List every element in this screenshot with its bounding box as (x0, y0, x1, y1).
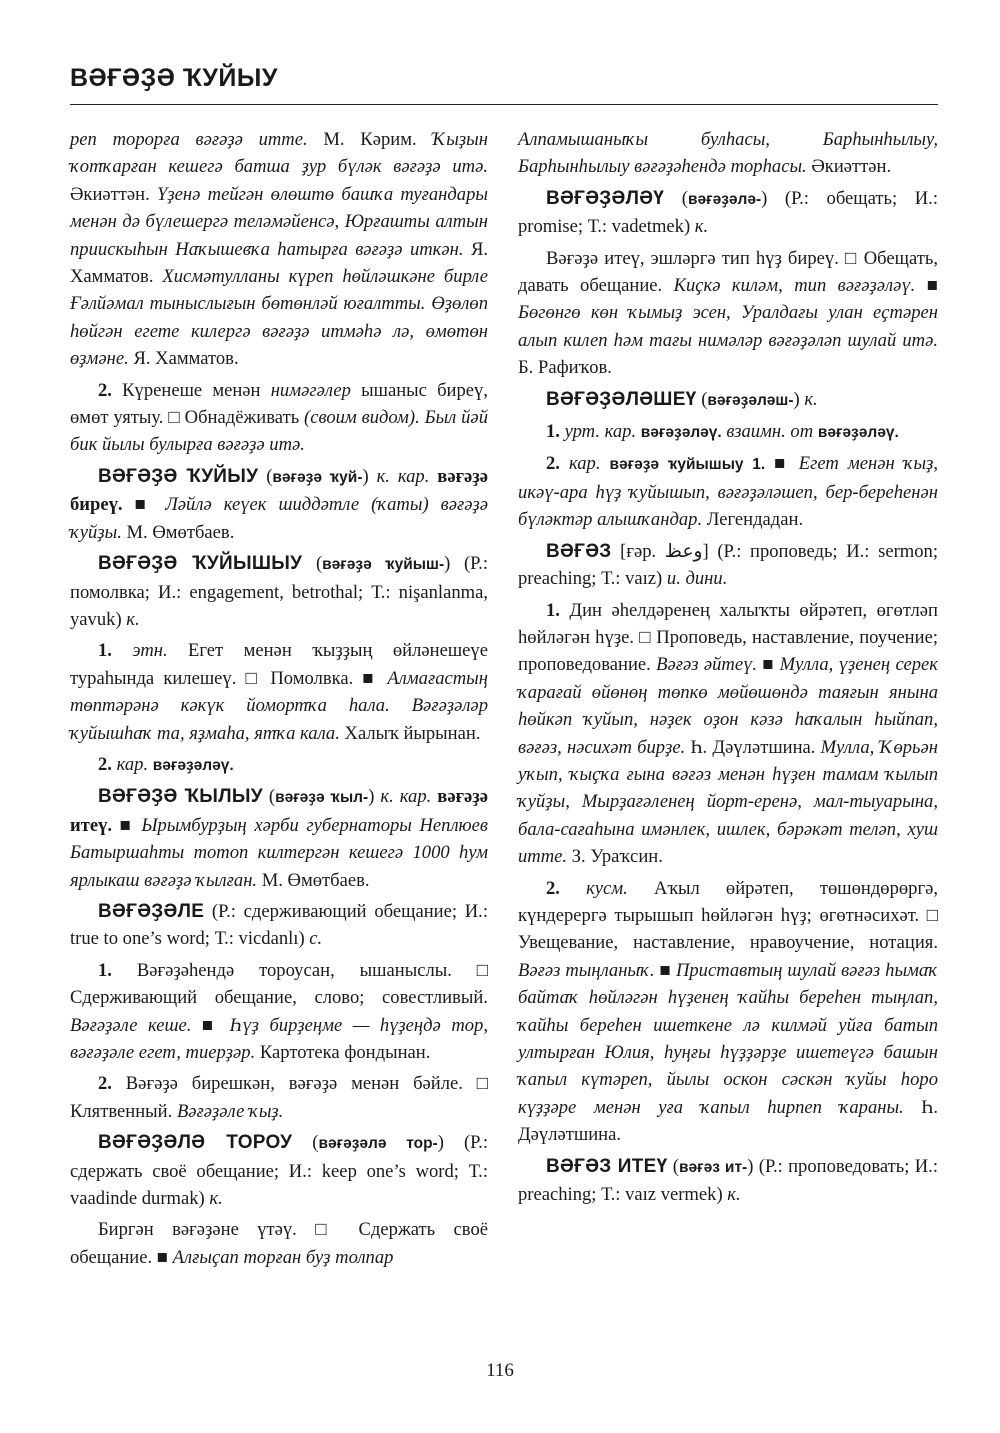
italic-text: Вәғәҙәле кеше. (70, 1014, 192, 1036)
italic-text: Вәғәз әйтеү. (656, 654, 758, 676)
italic-text: к. (126, 608, 140, 630)
stem-form: вәғәҙә ҡуйыш- (322, 556, 445, 574)
text (560, 453, 569, 474)
sense-number: 2. (98, 379, 112, 401)
italic-text: к. (727, 1184, 741, 1206)
sense-number: 1. (546, 421, 560, 443)
italic-text: и. дини. (666, 568, 728, 590)
stem-form: вәғәҙәләү. (817, 424, 899, 442)
text: ■ (654, 959, 676, 981)
sense-number: 2. (98, 1073, 112, 1095)
italic-text: к. (694, 216, 709, 238)
text (560, 878, 586, 899)
headword: ВӘҒӘҘӘ ҠУЙЫШЫУ (98, 553, 303, 575)
text: Вәғәҙәһендә тороусан, ышаныслы. □ Сдерживающий обещание, слово; совестливый. (70, 959, 488, 1009)
entry-paragraph (70, 1129, 488, 1212)
entry-paragraph (518, 450, 938, 533)
text: ) (Р.: обещать; И.: promise; Т.: vadetmek) (518, 187, 938, 238)
text: Күренеше менән (111, 379, 271, 401)
italic-text: Бөгөнгө көн ҡымыҙ эсен, Уралдағы улан еҫтәрен алып килеп һәм тағы нимәләр вәғәҙәләп шулай итә. (518, 302, 938, 351)
text: Әкиәттән. (70, 183, 158, 205)
text: ( (667, 1155, 679, 1177)
italic-text: нимәгәлер (270, 379, 351, 401)
italic-text: с. (309, 928, 323, 950)
text: Легендадан. (702, 509, 804, 531)
headword: ВӘҒӘҘӘ ҠУЙЫУ (98, 465, 259, 487)
headword: ВӘҒӘҘӘЛЕ (98, 900, 205, 922)
text: М. Кәрим. (307, 129, 433, 150)
entry-paragraph (518, 245, 938, 382)
text: ( (262, 786, 276, 808)
text: ■ (765, 453, 799, 475)
italic-text: взаимн. от (726, 421, 814, 443)
text: ) (Р.: проповедовать; И.: preaching; Т.: vaız vermek) (518, 1155, 938, 1206)
text: ■ (191, 1014, 230, 1036)
headword: ВӘҒӘҘӘ ҠЫЛЫУ (98, 786, 263, 808)
headword: ВӘҒӘҘӘЛӘ ТОРОУ (98, 1132, 293, 1154)
text: Әкиәттән. (806, 156, 892, 178)
headword: ВӘҒӘЗ (546, 540, 612, 562)
italic-text: (своим видом). Был йәй бик йылы булырға вәғәҙә итә. (70, 407, 488, 456)
stem-form: вәғәҙәләү. (640, 424, 722, 442)
left-column (70, 126, 488, 1275)
right-column (518, 126, 938, 1212)
italic-text: к. (209, 1188, 223, 1210)
bold-text: вәғәҙә биреү. (70, 465, 488, 516)
sense-number: 2. (546, 877, 560, 899)
stem-form: вәғәҙәләү. (152, 756, 234, 774)
sense-number: 1. (98, 640, 112, 662)
entry-paragraph (518, 538, 938, 593)
continued-paragraph (518, 126, 938, 181)
italic-text: Алпамышаныҡы булһасы, Барһынһылыу, Барһынһылыу вәғәҙәһендә торһасы. (518, 129, 938, 178)
stem-form: вәғәҙәләш- (707, 391, 794, 409)
italic-text: Мулла, Ҡөрьән уҡып, ҡыҫҡа ғына вәғәз менән һүҙен тамам ҡылып ҡуйҙы, Мырҙағәленең йорт-еренә, мал-тыуарына, бала-сағаһына имәнлек, ишлек, бәрәкәт теләп, хуш итте. (518, 736, 938, 868)
entry-paragraph (518, 1153, 938, 1209)
entry-paragraph (518, 185, 938, 241)
running-header (70, 62, 938, 105)
italic-text: урт. кар. (564, 421, 637, 443)
text: Я. Хамматов. (70, 238, 488, 288)
italic-text: реп торорға вәғәҙә итте. (70, 129, 308, 150)
text: Вәғәҙә бирешкән, вәғәҙә менән бәйле. □ Клятвенный. (70, 1073, 488, 1122)
italic-text: к. кар. (376, 465, 430, 487)
text: Дин әһелдәренең халыҡты өйрәтеп, өгөтләп һөйләгән һүҙе. □ Проповедь, наставление, поучение; проповедование. (518, 599, 938, 676)
entry-paragraph (70, 1070, 488, 1125)
italic-text: кар. (116, 753, 149, 775)
text: ( (696, 388, 708, 410)
text (600, 453, 609, 474)
entry-paragraph (518, 386, 938, 414)
entry-paragraph (70, 463, 488, 546)
text: З. Ураҡсин. (567, 846, 663, 868)
stem-form: вәғәҙә ҡуй- (272, 468, 363, 486)
italic-text: Алғыҫап торған буҙ толпар (172, 1246, 394, 1268)
entry-paragraph (70, 751, 488, 779)
italic-text: кусм. (586, 877, 628, 899)
text: Б. Рафиҡов. (518, 357, 612, 379)
italic-text: кар. (568, 453, 601, 475)
sense-number: 2. (546, 453, 560, 475)
italic-text: Үҙенә тейгән өлөштө башҡа туғандары менән дә бүлешергә теләмәйенсә, Юрғашты алтын приискыһын Наҡышевҡа һатырға вәғәҙә иткән. (70, 183, 488, 260)
italic-text: Һүҙ бирҙеңме — һүҙеңдә тор, вәғәҙәле егет, тиерҙәр. (70, 1014, 488, 1063)
entry-paragraph (70, 550, 488, 633)
italic-text: Егет менән ҡыҙ, икәү-ара һүҙ ҡуйышып, вәғәҙәләшеп, бер-береһенән бүләктәр алышҡандар. (518, 453, 939, 531)
text: ) (368, 786, 381, 808)
text: [ғәр. وعظ] (Р.: проповедь; И.: sermon; preaching; Т.: vaız) (518, 540, 938, 590)
italic-text: Вәғәз тыңланыҡ. (518, 959, 655, 981)
italic-text: Приставтың шулай вәғәз һымаҡ байтаҡ һөйләгән һүҙенең ҡайһы береһен тыңлап, ҡайһы береһен ишеткене лә килмәй уйға батып ултырған Юлия, һуңғы һүҙҙәрҙе ишетеүгә башын ҡапыл күтәреп, йылы оскон сәскән ҡуйы һоро күҙҙәре менән уға ҡапыл һирпеп ҡараны. (518, 959, 939, 1118)
headword: ВӘҒӘҘӘЛӘҮ (546, 187, 665, 209)
text: ■ (915, 275, 938, 297)
headword: ВӘҒӘҘӘЛӘШЕҮ (546, 388, 697, 410)
stem-form: вәғәз ит- (679, 1158, 748, 1176)
italic-text: Ләйлә кеүек шиддәтле (ҡаты) вәғәҙә ҡуйҙы. (70, 494, 488, 543)
entry-paragraph (70, 898, 488, 953)
text: ■ (122, 494, 166, 516)
text: М. Өмөтбаев. (257, 869, 370, 891)
text: Я. Хамматов. (128, 348, 239, 370)
text: ■ (757, 654, 780, 676)
text: ( (302, 553, 323, 575)
entry-paragraph (70, 1216, 488, 1271)
italic-text: Киҫкә киләм, тип вәғәҙәләү. (673, 275, 916, 297)
text: ) (Р.: сдержать своё обещание; И.: keep one’s word; Т.: vaadinde durmak) (70, 1132, 488, 1210)
stem-form: вәғәҙә ҡыл- (275, 789, 369, 807)
text: М. Өмөтбаев. (121, 521, 235, 543)
italic-text: к. (804, 388, 818, 410)
text: Һ. Дәүләтшина. (685, 736, 821, 758)
sense-number: 2. (98, 753, 112, 775)
text (112, 640, 132, 661)
text: ■ (112, 814, 142, 836)
entry-paragraph (70, 783, 488, 894)
stem-form: вәғәҙәлә тор- (318, 1135, 438, 1153)
stem-form: вәғәҙәлә- (687, 190, 762, 208)
text: Биргән вәғәҙәне үтәү. □ Сдержать своё обещание. ■ (70, 1219, 488, 1268)
entry-paragraph (70, 637, 488, 747)
text: Картотека фондынан. (255, 1042, 431, 1063)
header-title: ВӘҒӘҘӘ ҠУЙЫУ (70, 64, 278, 92)
text: Һ. Дәүләтшина. (518, 1096, 938, 1146)
italic-text: Хисмәтулланы күреп һөйләшкәне бирле Ғәлйәмал тыныслығын бөтөнләй юғалтты. Өҙөлөп һөйгән егете килергә вәғәҙә итмәһә лә, өмөтөн өҙмәне. (70, 266, 488, 370)
bold-text: вәғәҙә итеү. (70, 786, 488, 836)
sense-number: 1. (546, 599, 560, 621)
text: Аҡыл өйрәтеп, төшөндөрөргә, күндерергә тырышып һөйләгән һүҙ; өгөтнәсихәт. □ Увещевание, наставление, нравоучение, нотация. (518, 877, 938, 954)
italic-text: Вәғәҙәле ҡыҙ. (176, 1100, 284, 1122)
italic-text: Ҡыҙын ҡотҡарған кешегә батша ҙур бүләк вәғәҙә итә. (70, 129, 488, 178)
entry-paragraph (518, 875, 938, 1149)
text: Вәғәҙә итеү, эшләргә тип һүҙ биреү. □ Обещать, давать обещание. (518, 247, 938, 297)
text: ) (793, 388, 805, 410)
sense-number: 1. (98, 959, 112, 981)
text: ( (258, 465, 273, 487)
italic-text: Ырымбурҙың хәрби губернаторы Неплюев Батыршаһты тотоп килтергән кешегә 1000 һум ярлыкаш вәғәҙә ҡылған. (70, 814, 488, 891)
italic-text: Алмағастың төптәрәнә кәкүк йомортҡа һала. Вәғәҙәләр ҡуйышһаҡ та, яҙмаһа, ятҡа кала. (70, 667, 488, 744)
continued-paragraph (70, 126, 488, 373)
text: (Р.: сдерживающий обещание; И.: true to one’s word; Т.: vicdanlı) (70, 900, 488, 950)
entry-paragraph (70, 957, 488, 1067)
entry-paragraph (518, 597, 938, 871)
italic-text: к. кар. (380, 786, 432, 808)
text: ) (Р.: помолвка; И.: engagement, betrothal; Т.: nişanlanma, yavuk) (70, 553, 488, 630)
stem-form: вәғәҙә ҡуйышыу 1. (609, 456, 766, 474)
text: ышаныс биреү, өмөт уятыу. □ Обнадёживать (70, 379, 488, 429)
text: Халыҡ йырынан. (339, 722, 481, 744)
entry-paragraph (518, 418, 938, 446)
italic-text: Мулла, үҙенең серек ҡарағай өйөнөң төпкө мөйөшөндә таяғын янына һөйкәп ҡуйып, нәҙек оҙон кәзә һаҡалын һыйпап, вәғәз, нәсихәт бирҙе. (518, 654, 938, 758)
entry-paragraph (70, 377, 488, 459)
italic-text: этн. (132, 640, 168, 662)
text: Егет менән ҡыҙҙың өйләнешеүе тураһында килешеү. □ Помолвка. ■ (70, 640, 488, 689)
headword: ВӘҒӘЗ ИТЕҮ (546, 1155, 668, 1177)
page-number: 116 (486, 1360, 514, 1381)
text: ) (362, 465, 377, 487)
text: ( (292, 1132, 319, 1154)
text: ( (664, 187, 688, 209)
